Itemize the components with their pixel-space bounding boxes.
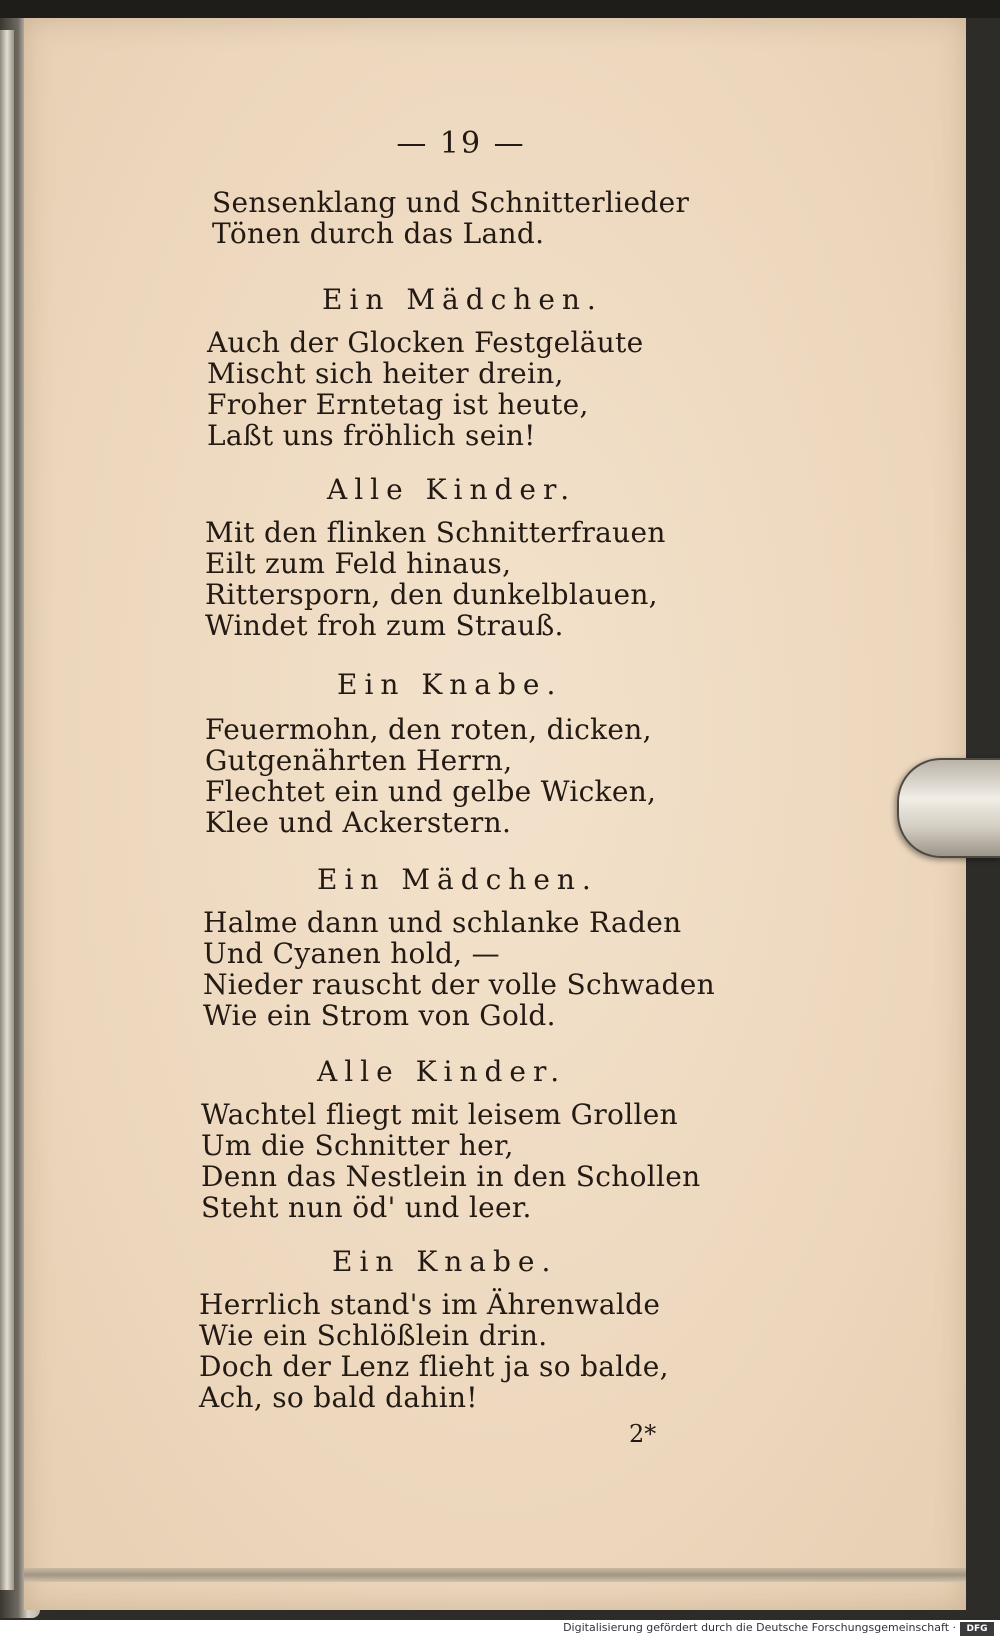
verse-line: Sensenklang und Schnitterlieder <box>212 186 690 219</box>
book-spine <box>0 30 14 1590</box>
page-clip <box>897 758 1000 858</box>
verse-line: Laßt uns fröhlich sein! <box>207 419 536 452</box>
verse-line: Froher Erntetag ist heute, <box>207 388 589 421</box>
scan-background-top <box>0 0 1000 18</box>
verse-line: Und Cyanen hold, — <box>203 937 500 970</box>
verse-line: Um die Schnitter her, <box>201 1129 514 1162</box>
verse-line: Ach, so bald dahin! <box>199 1381 478 1414</box>
speaker-heading: Alle Kinder. <box>317 1055 567 1088</box>
page-number: — 19 — <box>396 126 526 161</box>
footer-credit: Digitalisierung gefördert durch die Deutsche Forschungsgemeinschaft · <box>563 1621 956 1634</box>
verse-line: Wie ein Strom von Gold. <box>203 999 556 1032</box>
verse-line: Klee und Ackerstern. <box>205 806 512 839</box>
verse-line: Tönen durch das Land. <box>212 217 545 250</box>
speaker-heading: Ein Mädchen. <box>322 283 603 316</box>
dfg-logo: DFG <box>960 1622 994 1636</box>
verse-line: Herrlich stand's im Ährenwalde <box>199 1288 661 1321</box>
page-bottom-edge <box>24 1568 966 1582</box>
speaker-heading: Ein Knabe. <box>337 668 563 701</box>
verse-line: Nieder rauscht der volle Schwaden <box>203 968 715 1001</box>
speaker-heading: Ein Knabe. <box>332 1245 558 1278</box>
digitization-footer <box>0 1620 1000 1639</box>
page-text <box>24 18 966 1610</box>
verse-line: Mit den flinken Schnitterfrauen <box>205 516 666 549</box>
verse-line: Feuermohn, den roten, dicken, <box>205 713 652 746</box>
speaker-heading: Alle Kinder. <box>327 473 577 506</box>
verse-line: Gutgenährten Herrn, <box>205 744 513 777</box>
signature-mark: 2* <box>629 1420 657 1448</box>
verse-line: Mischt sich heiter drein, <box>207 357 564 390</box>
speaker-heading: Ein Mädchen. <box>317 863 598 896</box>
verse-line: Flechtet ein und gelbe Wicken, <box>205 775 657 808</box>
verse-line: Doch der Lenz flieht ja so balde, <box>199 1350 669 1383</box>
verse-line: Wachtel fliegt mit leisem Grollen <box>201 1098 678 1131</box>
verse-line: Denn das Nestlein in den Schollen <box>201 1160 701 1193</box>
verse-line: Steht nun öd' und leer. <box>201 1191 532 1224</box>
verse-line: Auch der Glocken Festgeläute <box>207 326 644 359</box>
verse-line: Wie ein Schlößlein drin. <box>199 1319 548 1352</box>
verse-line: Halme dann und schlanke Raden <box>203 906 682 939</box>
verse-line: Eilt zum Feld hinaus, <box>205 547 512 580</box>
verse-line: Windet froh zum Strauß. <box>205 609 564 642</box>
verse-line: Rittersporn, den dunkelblauen, <box>205 578 658 611</box>
book-page <box>24 18 966 1610</box>
